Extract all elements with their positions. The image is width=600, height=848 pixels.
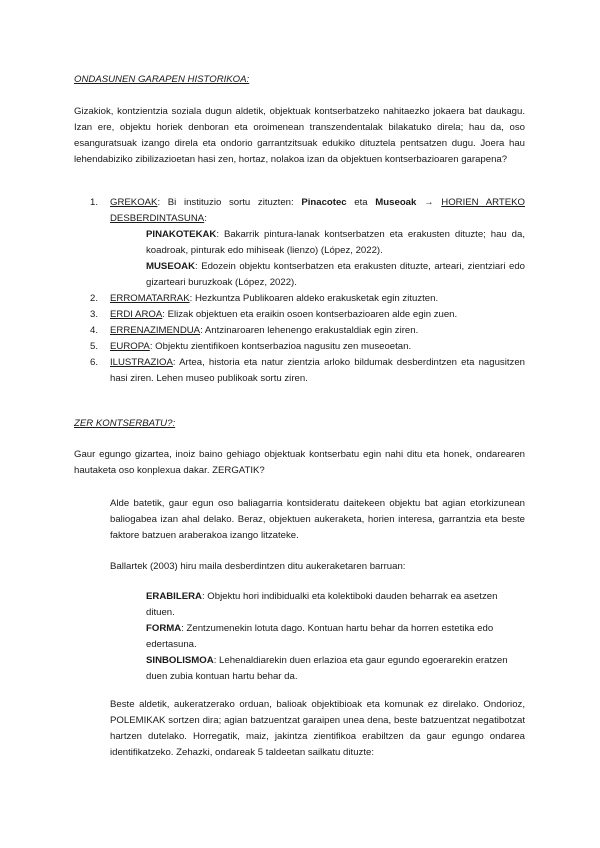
paragraph-intro-conserve: Gaur egungo gizartea, inoiz baino gehiago objektuak kontserbatu egin nahi ditu eta honek, ondarearen hautaketa oso konplexua dakar. ZERGATIK? bbox=[74, 449, 525, 476]
list-item-ilustrazioa bbox=[90, 355, 525, 387]
term-pinacotec: Pinacotec bbox=[301, 197, 347, 208]
term-museoak: Museoak bbox=[375, 197, 417, 208]
paragraph-other-side: Beste aldetik, aukeratzerako orduan, balioak objektibioak eta komunak ez direlako. Ondorioz, POLEMIKAK sortzen dira; agian batzuentzat garaipen unea dena, beste batzuentzat negatibotzat hartzen dutelako. Horregatik, maiz, jakintza zientifikoa erabiltzen da gaur egungo ondarea identifikatzeko. Zehazki, ondareak 5 taldeetan sailkatu dituzte: bbox=[110, 699, 525, 758]
list-text: : Objektu zientifikoen kontserbazioa nagusitu zen museoetan. bbox=[149, 341, 412, 352]
paragraph-one-side: Alde batetik, gaur egun oso baliagarria kontsideratu daitekeen objektu bat agian etorkizunean baliogabea izan ahal delako. Beraz, objektuen aukeraketa, horien interesa, garrantzia eta beste faktore batzuen araberakoa izango litzateke. bbox=[110, 498, 525, 541]
level-forma bbox=[146, 621, 516, 653]
definition-pinakotekak bbox=[146, 227, 525, 259]
list-item-erdi-aroa bbox=[90, 307, 525, 323]
sub-definitions bbox=[146, 227, 525, 291]
term-europa: EUROPA bbox=[110, 341, 150, 352]
list-item-grekoak bbox=[90, 195, 525, 291]
list-number: 1. bbox=[90, 197, 99, 208]
level-text: : Objektu hori indibidualki eta kolektiboki dauden beharrak ea asetzen dituen. bbox=[146, 591, 498, 618]
definition-text: : Edozein objektu kontserbatzen eta erakusten dituzte, arteari, zientziari edo gizarteari buruzkoak (López, 2022). bbox=[146, 261, 525, 288]
list-text: : Elizak objektuen eta eraikin osoen kontserbazioaren alde egin zuen. bbox=[162, 309, 458, 320]
term-errenazimendua: ERRENAZIMENDUA bbox=[110, 325, 201, 336]
term-erdi-aroa: ERDI AROA bbox=[110, 309, 163, 320]
arrow-icon: → bbox=[416, 197, 442, 208]
section-heading-conserve: ZER KONTSERBATU?: bbox=[74, 418, 176, 429]
section-heading-history: ONDASUNEN GARAPEN HISTORIKOA: bbox=[74, 74, 250, 85]
levels-list bbox=[146, 589, 516, 685]
list-number: 6. bbox=[90, 357, 99, 368]
term-grekoak: GREKOAK bbox=[110, 197, 158, 208]
level-text: : Lehenaldiarekin duen erlazioa eta gaur egundo egoerarekin eratzen duen zubia kontuan hartu behar da. bbox=[146, 655, 508, 682]
level-text: : Zentzumenekin lotuta dago. Kontuan hartu behar da horren estetika edo edertasuna. bbox=[146, 623, 494, 650]
definition-text: : Bakarrik pintura-lanak kontserbatzen eta erakusten dituzte; hau da, koadroak, pinturak edo mihiseak (lienzo) (López, 2022). bbox=[146, 229, 525, 256]
list-number: 2. bbox=[90, 293, 99, 304]
definition-museoak bbox=[146, 259, 525, 291]
term-sinbolismoa: SINBOLISMOA bbox=[146, 655, 214, 666]
level-sinbolismoa bbox=[146, 653, 516, 685]
list-item-errenazimendua bbox=[90, 323, 525, 339]
list-text: : bbox=[204, 213, 207, 224]
list-text: : Bi instituzio sortu zituzten: bbox=[157, 197, 302, 208]
term-ilustrazioa: ILUSTRAZIOA bbox=[110, 357, 173, 368]
term-erabilera: ERABILERA bbox=[146, 591, 202, 602]
list-text: : Antzinaroaren lehenengo erakustaldiak egin ziren. bbox=[200, 325, 419, 336]
term-museoak-def: MUSEOAK bbox=[146, 261, 196, 272]
term-erromatarrak: ERROMATARRAK bbox=[110, 293, 190, 304]
list-text: : Hezkuntza Publikoaren aldeko erakusketak egin zituzten. bbox=[189, 293, 439, 304]
term-differences: HORIEN ARTEKO DESBERDINTASUNA bbox=[110, 197, 525, 224]
list-number: 4. bbox=[90, 325, 99, 336]
level-erabilera bbox=[146, 589, 516, 621]
history-list bbox=[90, 195, 525, 387]
list-number: 3. bbox=[90, 309, 99, 320]
list-item-europa bbox=[90, 339, 525, 355]
paragraph-ballart: Ballartek (2003) hiru maila desberdintzen ditu aukeraketaren barruan: bbox=[110, 561, 406, 572]
list-item-erromatarrak bbox=[90, 291, 525, 307]
term-forma: FORMA bbox=[146, 623, 182, 634]
list-number: 5. bbox=[90, 341, 99, 352]
term-pinakotekak: PINAKOTEKAK bbox=[146, 229, 217, 240]
paragraph-intro-history: Gizakiok, kontzientzia soziala dugun aldetik, objektuak kontserbatzeko nahitaezko jokaera bat daukagu. Izan ere, objektu horiek denboran eta oroimenean transzendentalak bilakatuko direla; hau da, oso esanguratsuak izango direla eta ondorio garrantzitsuak edukiko dituztela pentsatzen dugu. Joera hau lehendabiziko zibilizazioetan hasi zen, hortaz, nolakoa izan da objektuen kontserbazioaren garapena? bbox=[74, 106, 525, 165]
list-text: eta bbox=[346, 197, 376, 208]
list-text: : Artea, historia eta natur zientzia arloko bildumak desberdintzen eta nagusitzen hasi ziren. Lehen museo publikoak sortu ziren. bbox=[110, 357, 525, 384]
